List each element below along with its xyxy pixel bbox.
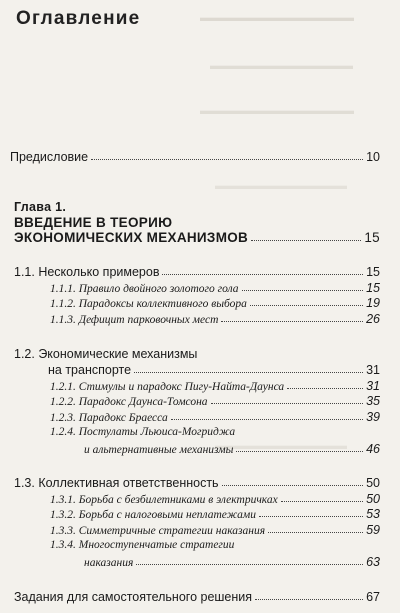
dot-leader bbox=[251, 240, 361, 241]
entry-page: 19 bbox=[366, 296, 380, 310]
entry-page: 50 bbox=[366, 492, 380, 506]
toc-entry-preface[interactable] bbox=[10, 150, 380, 164]
dot-leader bbox=[281, 501, 363, 502]
toc-entry-1-1-3[interactable] bbox=[50, 312, 380, 326]
dot-leader bbox=[287, 388, 363, 389]
dot-leader bbox=[255, 599, 363, 600]
toc-entry-1-1[interactable] bbox=[14, 265, 380, 279]
entry-title: 1.2.2. Парадокс Даунса-Томсона bbox=[50, 396, 208, 408]
toc-entry-1-1-2[interactable] bbox=[50, 296, 380, 310]
entry-page: 10 bbox=[366, 150, 380, 164]
chapter-title-line1: ВВЕДЕНИЕ В ТЕОРИЮ bbox=[14, 215, 173, 230]
dot-leader bbox=[136, 564, 363, 565]
toc-entry-1-3-3[interactable] bbox=[50, 523, 380, 537]
entry-page: 50 bbox=[366, 476, 380, 490]
entry-page: 63 bbox=[366, 555, 380, 569]
dot-leader bbox=[134, 372, 363, 373]
entry-page: 15 bbox=[366, 281, 380, 295]
entry-title: 1.3.2. Борьба с налоговыми неплатежами bbox=[50, 509, 256, 521]
dot-leader bbox=[250, 305, 363, 306]
toc-entry-1-3-4-line1: 1.3.4. Многоступенчатые стратегии bbox=[50, 539, 235, 551]
dot-leader bbox=[221, 321, 363, 322]
toc-entry-1-3[interactable] bbox=[14, 476, 380, 490]
toc-entry-1-2-line1: 1.2. Экономические механизмы bbox=[14, 347, 198, 361]
show-through-text: ▬▬▬▬▬▬▬▬▬▬▬▬▬▬ bbox=[200, 105, 354, 117]
dot-leader bbox=[211, 403, 364, 404]
entry-page: 46 bbox=[366, 442, 380, 456]
toc-entry-1-3-2[interactable] bbox=[50, 507, 380, 521]
entry-page: 67 bbox=[366, 590, 380, 604]
entry-title: 1.2.3. Парадокс Браесса bbox=[50, 412, 168, 424]
entry-title: 1.3.1. Борьба с безбилетниками в электричках bbox=[50, 494, 278, 506]
toc-entry-chapter-1[interactable] bbox=[14, 230, 380, 245]
dot-leader bbox=[259, 516, 363, 517]
entry-title: 1.3.3. Симметричные стратегии наказания bbox=[50, 525, 266, 537]
entry-title: 1.1.1. Правило двойного золотого гола bbox=[50, 283, 239, 295]
toc-entry-1-2-2[interactable] bbox=[50, 394, 380, 408]
entry-title: Задания для самостоятельного решения bbox=[14, 590, 253, 604]
entry-page: 59 bbox=[366, 523, 380, 537]
toc-entry-1-1-1[interactable] bbox=[50, 281, 380, 295]
show-through-text: ▬▬▬▬▬▬▬▬▬▬▬▬ bbox=[215, 440, 347, 452]
entry-page: 53 bbox=[366, 507, 380, 521]
show-through-text: ▬▬▬▬▬▬▬▬▬▬▬▬ bbox=[215, 180, 347, 192]
entry-title: наказания bbox=[84, 557, 134, 569]
entry-page: 15 bbox=[366, 265, 380, 279]
entry-title: ЭКОНОМИЧЕСКИХ МЕХАНИЗМОВ bbox=[14, 230, 249, 245]
toc-entry-1-2-1[interactable] bbox=[50, 379, 380, 393]
page-title: Оглавление bbox=[16, 8, 141, 29]
show-through-text: ▬▬▬▬▬▬▬▬▬▬▬▬▬▬ bbox=[200, 12, 354, 24]
entry-title: 1.1.2. Парадоксы коллективного выбора bbox=[50, 298, 247, 310]
entry-page: 31 bbox=[366, 379, 380, 393]
entry-title: 1.2.1. Стимулы и парадокс Пигу-Найта-Даунса bbox=[50, 381, 285, 393]
entry-title: на транспорте bbox=[48, 363, 132, 377]
dot-leader bbox=[171, 419, 363, 420]
dot-leader bbox=[162, 274, 363, 275]
entry-page: 31 bbox=[366, 363, 380, 377]
toc-entry-1-3-4[interactable] bbox=[84, 555, 380, 569]
entry-title: 1.1. Несколько примеров bbox=[14, 265, 160, 279]
entry-title: 1.3. Коллективная ответственность bbox=[14, 476, 219, 490]
dot-leader bbox=[91, 159, 363, 160]
entry-page: 35 bbox=[366, 394, 380, 408]
dot-leader bbox=[268, 532, 363, 533]
entry-title: 1.1.3. Дефицит парковочных мест bbox=[50, 314, 219, 326]
entry-page: 26 bbox=[366, 312, 380, 326]
toc-entry-1-2-4[interactable] bbox=[84, 442, 380, 456]
entry-title: и альтернативные механизмы bbox=[84, 444, 234, 456]
entry-title: Предисловие bbox=[10, 150, 89, 164]
entry-page: 15 bbox=[364, 230, 380, 245]
show-through-text: ▬▬▬▬▬▬▬▬▬▬▬▬▬ bbox=[210, 60, 353, 72]
entry-page: 39 bbox=[366, 410, 380, 424]
toc-entry-tasks[interactable] bbox=[14, 590, 380, 604]
dot-leader bbox=[236, 451, 363, 452]
toc-entry-1-3-1[interactable] bbox=[50, 492, 380, 506]
dot-leader bbox=[222, 485, 364, 486]
toc-entry-1-2[interactable] bbox=[48, 363, 380, 377]
toc-entry-1-2-4-line1: 1.2.4. Постулаты Льюиса-Могриджа bbox=[50, 426, 236, 438]
toc-entry-1-2-3[interactable] bbox=[50, 410, 380, 424]
chapter-label: Глава 1. bbox=[14, 200, 67, 214]
dot-leader bbox=[242, 290, 364, 291]
